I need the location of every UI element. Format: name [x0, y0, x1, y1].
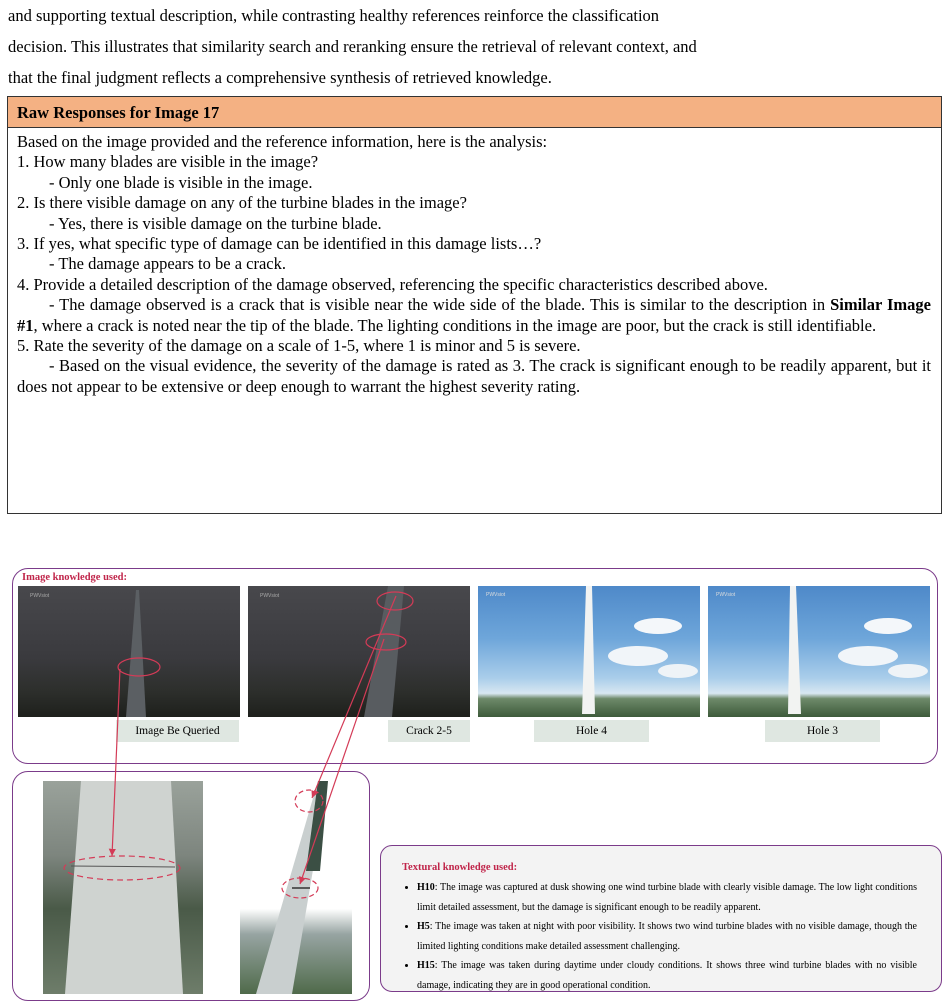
knowledge-key: H5	[417, 921, 430, 932]
crack-zoom	[240, 781, 352, 994]
queried-zoom-photo	[43, 781, 203, 994]
watermark: PWVsiot	[716, 592, 736, 598]
answer-bold: Similar Image #1	[17, 295, 931, 335]
image-knowledge-label: Image knowledge used:	[22, 572, 128, 583]
textual-knowledge-label: Textural knowledge used:	[402, 862, 518, 873]
knowledge-item	[417, 956, 917, 995]
hole-4-photo	[478, 586, 700, 717]
raw-responses-box	[7, 96, 942, 514]
queried-zoom	[43, 781, 203, 994]
crack-image	[248, 586, 470, 717]
answer-line: - Only one blade is visible in the image.	[49, 172, 313, 192]
question-line: 3. If yes, what specific type of damage can be identified in this damage lists…?	[17, 234, 542, 254]
figure	[0, 566, 949, 994]
watermark: PWVsiot	[260, 593, 280, 599]
intro-paragraph	[8, 0, 942, 93]
crack-zoom-photo	[240, 781, 352, 994]
raw-responses-body	[8, 128, 941, 397]
intro-line: that the final judgment reflects a comprehensive synthesis of retrieved knowledge.	[8, 68, 552, 87]
answer-line: - Yes, there is visible damage on the turbine blade.	[49, 213, 382, 233]
caption-hole-3: Hole 3	[765, 720, 880, 742]
answer-text: , where a crack is noted near the tip of the blade. The lighting conditions in the image are poor, but the crack is still identifiable.	[33, 315, 877, 335]
question-line: 5. Rate the severity of the damage on a scale of 1-5, where 1 is minor and 5 is severe.	[17, 336, 581, 356]
knowledge-item	[417, 917, 917, 956]
question-line: 4. Provide a detailed description of the damage observed, referencing the specific characteristics described above.	[17, 274, 768, 294]
response-line: Based on the image provided and the reference information, here is the analysis:	[17, 132, 548, 151]
question-line: 2. Is there visible damage on any of the turbine blades in the image?	[17, 193, 467, 213]
textual-knowledge-list	[401, 878, 917, 995]
crack-blade-photo	[248, 586, 470, 717]
watermark: PWVsiot	[486, 592, 506, 598]
intro-line: decision. This illustrates that similarity search and reranking ensure the retrieval of relevant context, and	[8, 37, 697, 56]
answer-text: - The damage observed is a crack that is visible near the wide side of the blade. This is similar to the description in	[49, 295, 831, 315]
question-line: 1. How many blades are visible in the image?	[17, 152, 319, 172]
knowledge-key: H15	[417, 960, 435, 971]
watermark: PWVsiot	[30, 593, 50, 599]
queried-blade-photo	[18, 586, 240, 717]
caption-crack: Crack 2-5	[388, 720, 470, 742]
answer-paragraph	[17, 295, 931, 336]
hole-4-image	[478, 586, 700, 717]
caption-queried: Image Be Queried	[116, 720, 239, 742]
caption-hole-4: Hole 4	[534, 720, 649, 742]
hole-3-image	[708, 586, 930, 717]
answer-paragraph: - Based on the visual evidence, the severity of the damage is rated as 3. The crack is significant enough to be readily apparent, but it does not appear to be extensive or deep enough to warrant the highest severity rating.	[17, 356, 931, 396]
knowledge-text: : The image was captured at dusk showing one wind turbine blade with clearly visible damage. The low light conditions limit detailed assessment, but the damage is significant enough to be readily apparent.	[417, 882, 917, 913]
knowledge-item	[417, 878, 917, 917]
textual-knowledge-box	[380, 845, 942, 992]
queried-image	[18, 586, 240, 717]
knowledge-key: H10	[417, 882, 435, 893]
intro-line: and supporting textual description, while contrasting healthy references reinforce the classification	[8, 6, 660, 25]
knowledge-text: : The image was taken at night with poor visibility. It shows two wind turbine blades with no visible damage, though the limited lighting conditions make detailed assessment challenging.	[417, 921, 917, 952]
hole-3-photo	[708, 586, 930, 717]
raw-responses-title: Raw Responses for Image 17	[8, 97, 941, 128]
answer-line: - The damage appears to be a crack.	[49, 254, 286, 274]
knowledge-text: : The image was taken during daytime under cloudy conditions. It shows three wind turbine blades with no visible damage, indicating they are in good operational condition.	[417, 960, 917, 991]
